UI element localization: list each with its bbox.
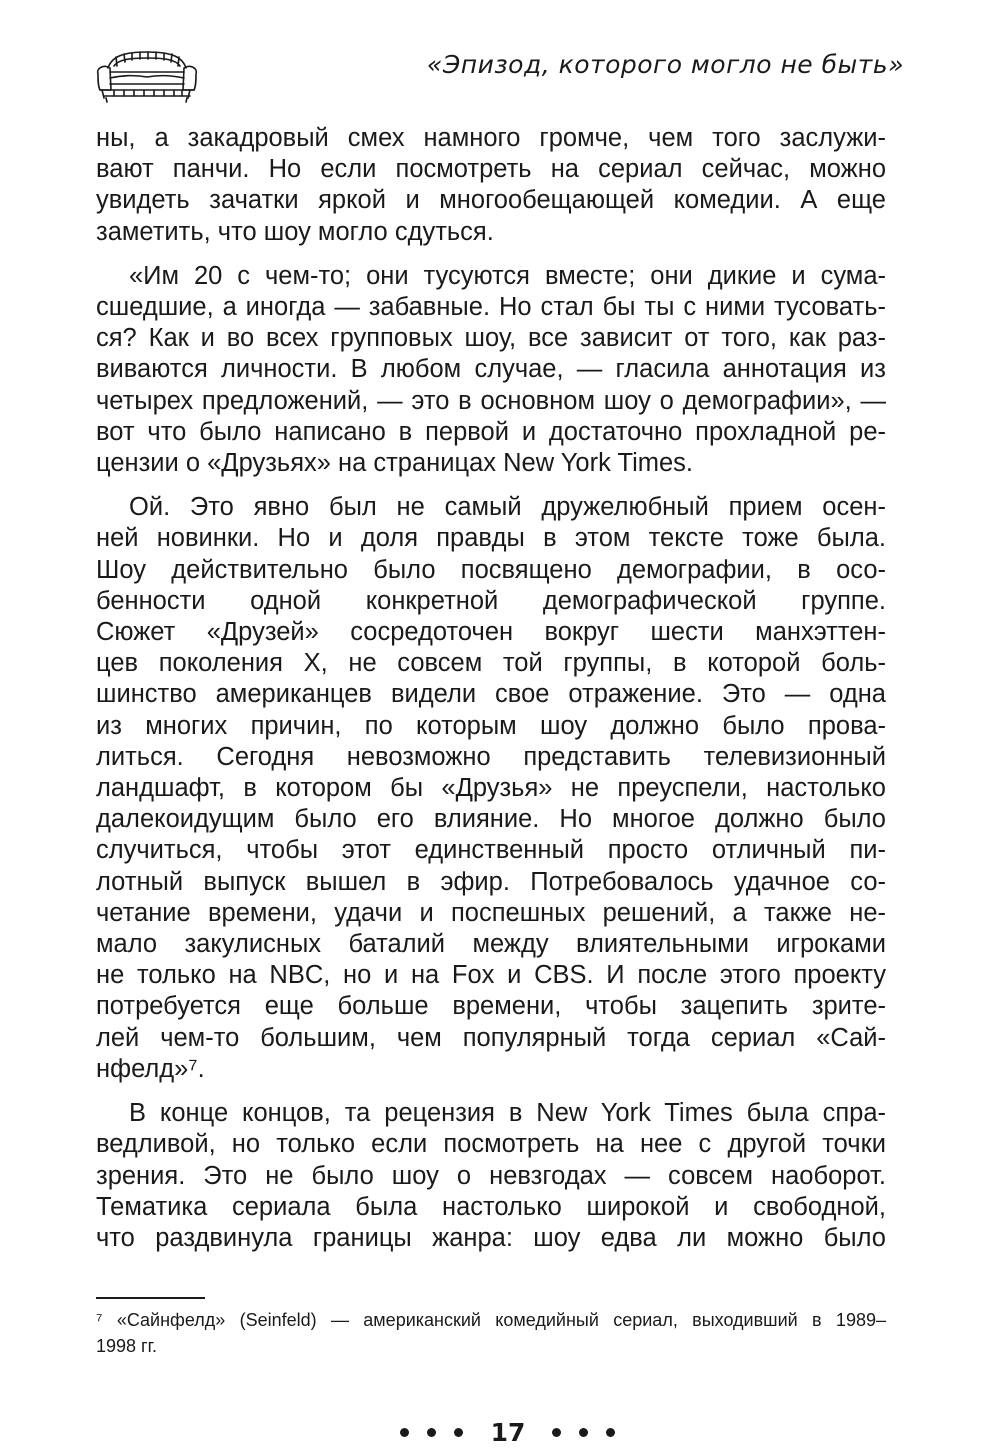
paragraph — [96, 123, 886, 248]
text-line: ландшафт, в котором бы «Друзья» не преуспели, настолько — [96, 774, 886, 803]
text-line: мало закулисных баталий между влиятельными игроками — [96, 930, 886, 959]
text-line: потребуется еще больше времени, чтобы зацепить зрите- — [96, 992, 886, 1021]
text-line: цев поколения X, не совсем той группы, в которой боль- — [96, 649, 886, 678]
text-line: ней новинки. Но и доля правды в этом тексте тоже была. — [96, 524, 886, 553]
page-folio — [0, 1418, 1000, 1448]
text-line: цензии о «Друзьях» на страницах New York Times. — [96, 449, 694, 478]
text-line: четырех предложений, — это в основном шоу о демографии», — — [96, 386, 886, 415]
text-line: литься. Сегодня невозможно представить телевизионный — [96, 742, 886, 771]
text-line: виваются личности. В любом случае, — гласила аннотация из — [96, 355, 886, 384]
text-line: случиться, чтобы этот единственный просто отличный пи- — [96, 836, 886, 865]
body-text — [96, 123, 886, 1267]
text-line: лей чем-то большим, чем популярный тогда сериал «Сай- — [96, 1023, 886, 1052]
dot-ornament-icon — [454, 1428, 463, 1437]
footnote — [96, 1307, 886, 1359]
dot-ornament-icon — [400, 1428, 409, 1437]
paragraph — [96, 261, 886, 479]
text-line: нфелд»⁷. — [96, 1054, 205, 1083]
text-line: далекоидущим было его влияние. Но многое должно было — [96, 805, 886, 834]
text-line: четание времени, удачи и поспешных решений, а также не- — [96, 898, 886, 927]
text-line: зрения. Это не было шоу о невзгодах — совсем наоборот. — [96, 1161, 886, 1190]
text-line: заметить, что шоу могло сдуться. — [96, 217, 494, 246]
text-line: увидеть зачатки яркой и многообещающей комедии. А еще — [96, 186, 886, 215]
text-line: вот что было написано в первой и достаточно прохладной ре- — [96, 417, 886, 446]
text-line: ведливой, но только если посмотреть на нее с другой точки — [96, 1130, 886, 1159]
text-line: лотный выпуск вышел в эфир. Потребовалось удачное со- — [96, 867, 886, 896]
text-line: не только на NBC, но и на Fox и CBS. И после этого проекту — [96, 961, 886, 990]
text-line: из многих причин, по которым шоу должно было прова- — [96, 711, 886, 740]
text-line: «Им 20 с чем-то; они тусуются вместе; они дикие и сума- — [129, 261, 886, 290]
running-title: «Эпизод, которого могло не быть» — [426, 50, 904, 79]
footnote-line: ⁷ «Сайнфелд» (Seinfeld) — американский комедийный сериал, выходивший в 1989– — [96, 1310, 886, 1330]
text-line: Сюжет «Друзей» сосредоточен вокруг шести манхэттен- — [96, 618, 886, 647]
text-line: Тематика сериала была настолько широкой и свободной, — [96, 1192, 886, 1221]
text-line: что раздвинула границы жанра: шоу едва ли можно было — [96, 1223, 886, 1252]
text-line: ны, а закадровый смех намного громче, чем того заслужи- — [96, 124, 886, 152]
text-line: сшедшие, а иногда — забавные. Но стал бы ты с ними тусовать- — [96, 293, 886, 322]
dot-ornament-icon — [427, 1428, 436, 1437]
page-number: 17 — [490, 1418, 526, 1447]
dot-ornament-icon — [552, 1428, 561, 1437]
text-line: бенности одной конкретной демографической группе. — [96, 586, 886, 615]
dot-ornament-icon — [606, 1428, 615, 1437]
text-line: Ой. Это явно был не самый дружелюбный прием осен- — [129, 493, 886, 522]
text-line: В конце концов, та рецензия в New York Times была спра- — [129, 1099, 886, 1128]
footnote-line: 1998 гг. — [96, 1336, 157, 1356]
paragraph — [96, 1098, 886, 1254]
text-line: ся? Как и во всех групповых шоу, все зависит от того, как раз- — [96, 324, 886, 353]
paragraph — [96, 492, 886, 1085]
text-line: шинство американцев видели свое отражение. Это — одна — [96, 680, 886, 709]
text-line: Шоу действительно было посвящено демографии, в осо- — [96, 555, 886, 584]
footnote-rule — [96, 1297, 205, 1299]
text-line: вают панчи. Но если посмотреть на сериал сейчас, можно — [96, 155, 886, 184]
couch-icon — [94, 46, 200, 104]
dot-ornament-icon — [579, 1428, 588, 1437]
page-header — [0, 0, 1000, 110]
